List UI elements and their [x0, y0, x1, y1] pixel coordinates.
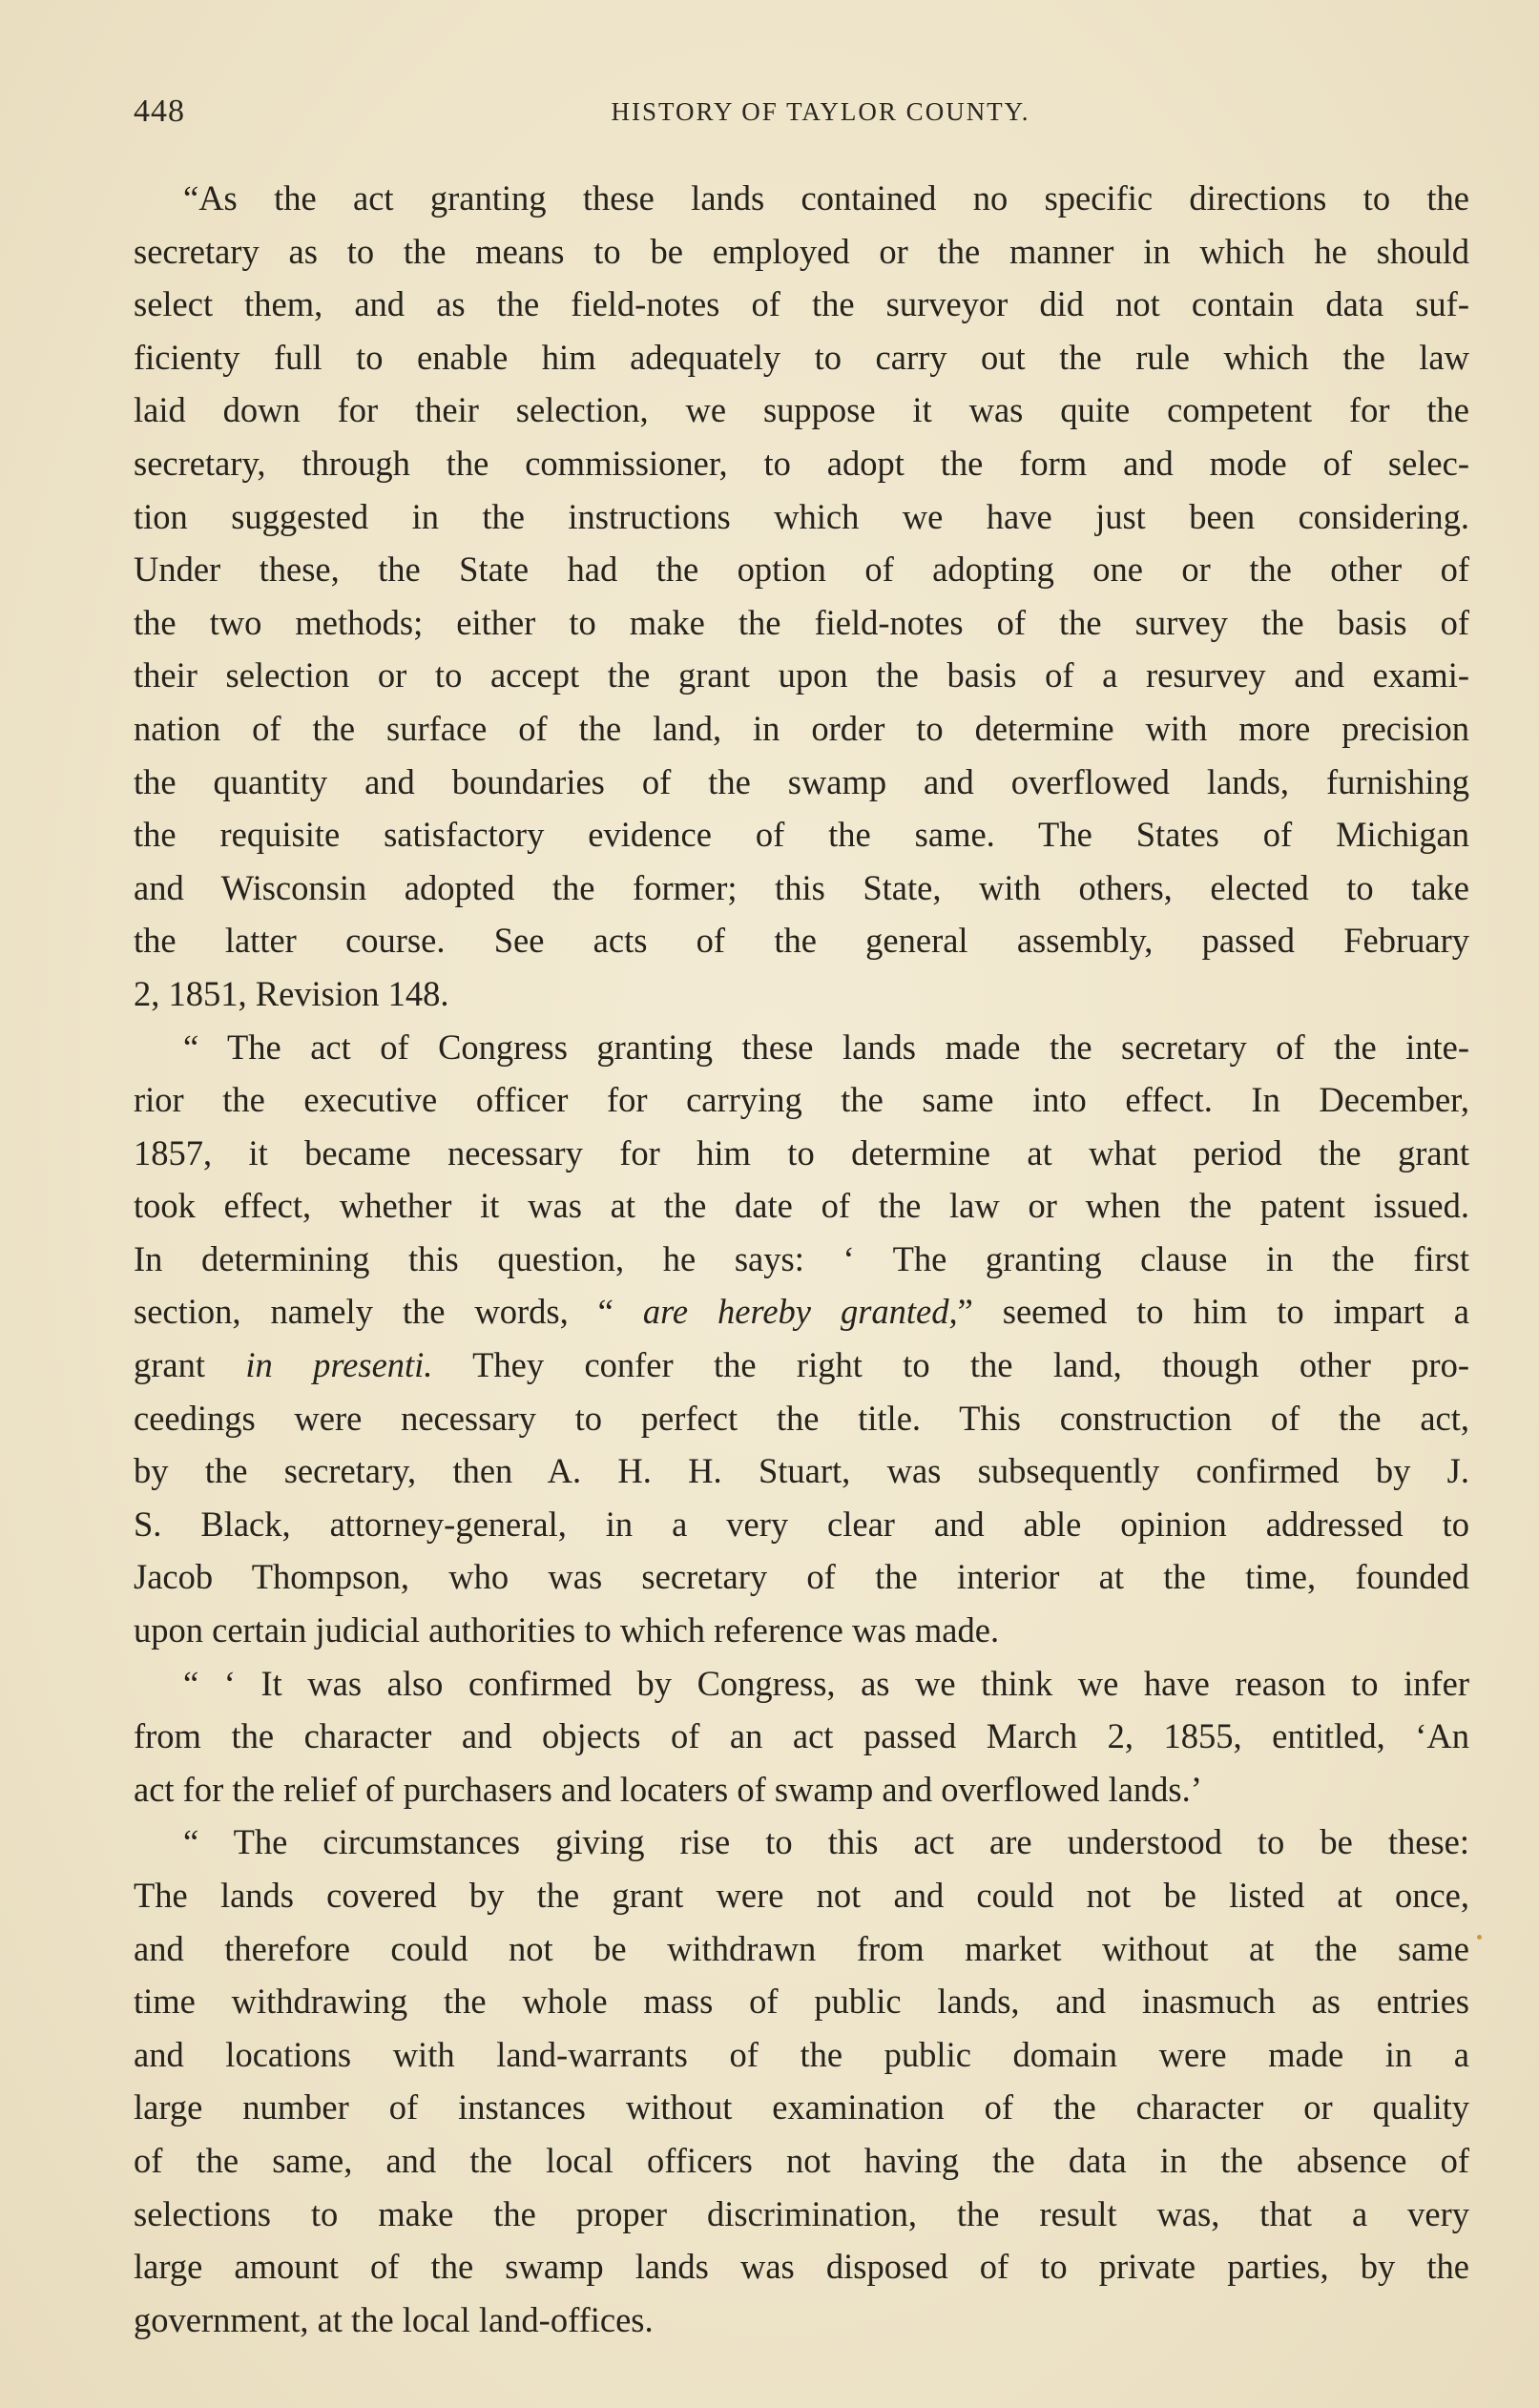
text-line: tion suggested in the instructions which we have just been considering. — [134, 496, 1469, 536]
text-line: from the character and objects of an act passed March 2, 1855, entitled, ‘An — [134, 1716, 1469, 1756]
text-line: by the secretary, then A. H. H. Stuart, was subsequently confirmed by J. — [134, 1451, 1469, 1491]
text-line: took effect, whether it was at the date of the law or when the patent issued. — [134, 1186, 1469, 1226]
text-line: “As the act granting these lands contained no specific directions to the — [183, 178, 1469, 218]
text-line: upon certain judicial authorities to which reference was made. — [134, 1610, 1000, 1650]
text-line: act for the relief of purchasers and locaters of swamp and overflowed lands.’ — [134, 1769, 1202, 1809]
text-line: “ The act of Congress granting these lands made the secretary of the inte- — [183, 1027, 1469, 1067]
text-line: 2, 1851, Revision 148. — [134, 973, 449, 1013]
page-number: 448 — [134, 93, 185, 129]
running-head: HISTORY OF TAYLOR COUNTY. — [611, 97, 1030, 126]
text-line: the quantity and boundaries of the swamp and overflowed lands, furnishing — [134, 761, 1469, 801]
text-line: Under these, the State had the option of adopting one or the other of — [134, 550, 1469, 590]
text-line: “ The circumstances giving rise to this act are understood to be these: — [183, 1822, 1469, 1862]
body-text — [134, 172, 1469, 2346]
text-line: In determining this question, he says: ‘ The granting clause in the first — [134, 1238, 1469, 1278]
text-line: secretary, through the commissioner, to adopt the form and mode of selec- — [134, 443, 1469, 483]
text-line: large amount of the swamp lands was disposed of to private parties, by the — [134, 2247, 1469, 2287]
text-line: 1857, it became necessary for him to determine at what period the grant — [134, 1132, 1469, 1173]
text-line: of the same, and the local officers not having the data in the absence of — [134, 2140, 1469, 2180]
text-line: laid down for their selection, we suppose it was quite competent for the — [134, 390, 1469, 430]
text-line: selections to make the proper discrimination, the result was, that a very — [134, 2193, 1469, 2233]
text-line: ceedings were necessary to perfect the title. This construction of the act, — [134, 1398, 1469, 1438]
text-line: and Wisconsin adopted the former; this State, with others, elected to take — [134, 867, 1469, 907]
text-line: S. Black, attorney-general, in a very clear and able opinion addressed to — [134, 1504, 1469, 1544]
text-line: and therefore could not be withdrawn from market without at the same — [134, 1928, 1469, 1968]
text-line: the latter course. See acts of the general assembly, passed February — [134, 921, 1469, 961]
text-line: government, at the local land-offices. — [134, 2299, 654, 2339]
italic-phrase: are hereby granted, — [642, 1292, 958, 1332]
text-line: rior the executive officer for carrying the same into effect. In December, — [134, 1080, 1469, 1120]
ink-speck — [1477, 1935, 1482, 1940]
text-line: their selection or to accept the grant upon the basis of a resurvey and exami- — [134, 655, 1469, 695]
text-line: select them, and as the field-notes of the surveyor did not contain data suf- — [134, 284, 1469, 324]
page-header — [134, 93, 1450, 141]
text-line: section, namely the words, “ are hereby granted,” seemed to him to impart a — [134, 1292, 1469, 1332]
text-line: nation of the surface of the land, in order to determine with more precision — [134, 708, 1469, 748]
text-line: The lands covered by the grant were not and could not be listed at once, — [134, 1876, 1469, 1915]
text-line: “ ‘ It was also confirmed by Congress, as we think we have reason to infer — [183, 1663, 1469, 1703]
text-line: large number of instances without examination of the character or quality — [134, 2087, 1469, 2128]
text-line: grant in presenti. They confer the right to the land, though other pro- — [134, 1345, 1469, 1385]
text-line: the requisite satisfactory evidence of the same. The States of Michigan — [134, 815, 1469, 855]
text-line: and locations with land-warrants of the public domain were made in a — [134, 2034, 1469, 2074]
text-line: the two methods; either to make the field-notes of the survey the basis of — [134, 602, 1469, 642]
text-line: time withdrawing the whole mass of public lands, and inasmuch as entries — [134, 1982, 1469, 2022]
text-line: ficienty full to enable him adequately to carry out the rule which the law — [134, 337, 1469, 377]
text-line: secretary as to the means to be employed or the manner in which he should — [134, 231, 1469, 271]
text-line: Jacob Thompson, who was secretary of the interior at the time, founded — [134, 1557, 1469, 1597]
italic-phrase: in presenti. — [245, 1345, 433, 1385]
